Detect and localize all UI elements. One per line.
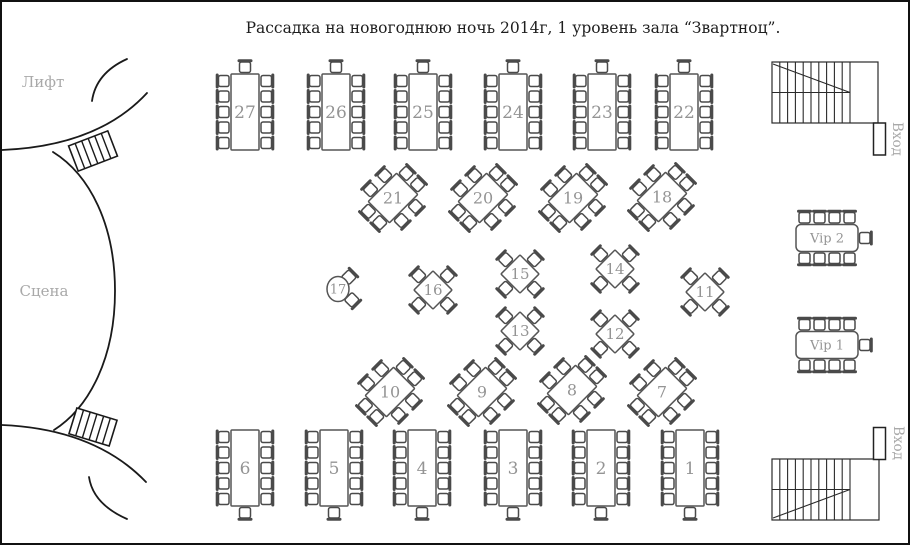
chair-icon [700,122,712,134]
chair-icon [439,75,451,87]
chair-icon [529,478,541,490]
chair-icon [829,318,841,330]
chair-icon [799,253,811,265]
table-number: 23 [591,103,613,123]
chair-icon [656,137,668,149]
chair-icon [617,493,629,505]
chair-icon [844,253,856,265]
table-19 [529,154,616,241]
chair-icon [261,137,273,149]
chair-icon [573,431,585,443]
chair-icon [507,61,519,73]
chair-icon [662,431,674,443]
table-number: 11 [695,283,715,301]
table-number: 17 [329,282,347,298]
table-number: 15 [510,265,530,283]
table-6 [217,430,273,519]
chair-icon [352,106,364,118]
bottom-corridor-arc [89,477,127,519]
chair-icon [261,122,273,134]
chair-icon [706,478,718,490]
table-number: 25 [412,103,434,123]
chair-icon [529,137,541,149]
chair-icon [799,318,811,330]
chair-icon [529,75,541,87]
chair-icon [485,478,497,490]
table-24 [485,61,541,150]
table-number: 21 [382,188,404,208]
chair-icon [573,493,585,505]
chair-icon [844,211,856,223]
chair-icon [678,61,690,73]
chair-icon [261,462,273,474]
chair-icon [706,462,718,474]
chair-icon [529,493,541,505]
chair-icon [352,91,364,103]
chair-icon [485,493,497,505]
chair-icon [217,106,229,118]
table-number: 9 [476,382,488,402]
chair-icon [596,61,608,73]
chair-icon [394,462,406,474]
wall-arc-top-left [2,93,147,150]
chair-icon [706,431,718,443]
chair-icon [395,75,407,87]
chair-icon [217,431,229,443]
chair-icon [417,61,429,73]
table-26 [308,61,364,150]
table-number: 2 [595,459,607,479]
chair-icon [507,508,519,520]
table-number: 4 [416,459,428,479]
chair-icon [844,360,856,372]
chair-icon [352,122,364,134]
table-23 [574,61,630,150]
table-number: 24 [502,103,524,123]
chair-icon [485,122,497,134]
table-13 [482,293,558,369]
chair-icon [239,61,251,73]
chair-icon [416,508,428,520]
table-17 [327,268,361,308]
chair-icon [395,91,407,103]
table-8 [528,346,615,433]
chair-icon [438,478,450,490]
chair-icon [308,137,320,149]
table-15 [482,236,558,312]
chair-icon [656,75,668,87]
chair-icon [306,493,318,505]
chair-icon [617,447,629,459]
chair-icon [618,91,630,103]
chair-icon [829,360,841,372]
tables-layer [217,61,871,520]
table-number: 10 [379,382,401,402]
chair-icon [706,493,718,505]
table-number: 13 [510,322,530,340]
table-number: 6 [239,459,251,479]
chair-icon [395,137,407,149]
chair-icon [217,75,229,87]
chair-icon [217,91,229,103]
chair-icon [529,91,541,103]
table-number: 22 [673,103,695,123]
chair-icon [308,122,320,134]
table-1 [662,430,718,519]
chair-icon [485,91,497,103]
chair-icon [395,106,407,118]
chair-icon [439,91,451,103]
chair-icon [352,137,364,149]
table-number: 1 [684,459,696,479]
chair-icon [829,211,841,223]
chair-icon [308,91,320,103]
chair-icon [306,462,318,474]
chair-icon [814,318,826,330]
chair-icon [662,478,674,490]
chair-icon [618,122,630,134]
lift-corridor-arc [92,59,127,101]
chair-icon [352,75,364,87]
chair-icon [438,493,450,505]
table-5 [306,430,362,519]
table-10 [346,348,433,435]
chair-icon [574,137,586,149]
chair-icon [700,91,712,103]
table-2 [573,430,629,519]
table-number: Vip 2 [809,231,845,247]
table-number: 16 [423,281,443,299]
floor-plan-svg [2,2,908,543]
chair-icon [529,462,541,474]
chair-icon [485,447,497,459]
chair-icon [395,122,407,134]
stage-label: Сцена [19,282,69,300]
table-vip-1 [796,318,871,372]
table-7 [618,348,705,435]
chair-icon [261,75,273,87]
table-4 [394,430,450,519]
table-25 [395,61,451,150]
chair-icon [662,447,674,459]
chair-icon [394,447,406,459]
chair-icon [261,91,273,103]
table-number: 12 [605,325,625,343]
chair-icon [574,75,586,87]
chair-icon [439,137,451,149]
chair-icon [239,508,251,520]
chair-icon [217,478,229,490]
staircase-top-right [772,62,878,123]
table-9 [438,348,525,435]
chair-icon [328,508,340,520]
table-14 [577,231,653,307]
chair-icon [829,253,841,265]
lift-label: Лифт [21,73,65,91]
table-number: 5 [328,459,340,479]
chair-icon [394,431,406,443]
table-number: 8 [566,380,578,400]
chair-icon [529,447,541,459]
chair-icon [330,61,342,73]
chair-icon [217,462,229,474]
chair-icon [350,431,362,443]
chair-icon [261,493,273,505]
entrance-door-bottom [874,428,886,460]
table-number: 19 [562,188,584,208]
chair-icon [700,75,712,87]
chair-icon [438,447,450,459]
chair-icon [656,106,668,118]
chair-icon [350,478,362,490]
table-number: 26 [325,103,347,123]
chair-icon [618,137,630,149]
chair-icon [308,106,320,118]
table-22 [656,61,712,150]
chair-icon [350,462,362,474]
chair-icon [394,493,406,505]
chair-icon [529,431,541,443]
chair-icon [617,478,629,490]
chair-icon [394,478,406,490]
table-21 [349,154,436,241]
chair-icon [217,122,229,134]
chair-icon [656,91,668,103]
chair-icon [350,447,362,459]
chair-icon [529,122,541,134]
chair-icon [217,493,229,505]
chair-icon [618,75,630,87]
chair-icon [217,137,229,149]
table-18 [618,153,705,240]
staircase-bottom-right [772,459,879,520]
chair-icon [350,493,362,505]
chair-icon [574,106,586,118]
table-number: 27 [234,103,256,123]
table-vip-2 [796,211,871,265]
chair-icon [662,462,674,474]
chair-icon [485,106,497,118]
chair-icon [217,447,229,459]
entrance-door-top [874,123,886,155]
chair-icon [706,447,718,459]
table-number: 7 [656,382,668,402]
chair-icon [656,122,668,134]
chair-icon [844,318,856,330]
table-3 [485,430,541,519]
chair-icon [306,431,318,443]
chair-icon [662,493,674,505]
chair-icon [814,360,826,372]
chair-icon [261,447,273,459]
chair-icon [700,106,712,118]
chair-icon [617,431,629,443]
chair-icon [485,462,497,474]
chair-icon [574,91,586,103]
chair-icon [573,462,585,474]
chair-icon [574,122,586,134]
chair-icon [485,431,497,443]
chair-icon [684,508,696,520]
table-number: 20 [472,188,494,208]
stage-ramp-bottom [69,408,117,446]
chair-icon [306,447,318,459]
table-11 [667,254,743,330]
chair-icon [799,211,811,223]
chair-icon [860,232,872,244]
chair-icon [261,478,273,490]
chair-icon [573,478,585,490]
table-20 [439,154,526,241]
chair-icon [308,75,320,87]
chair-icon [261,106,273,118]
table-27 [217,61,273,150]
entrance-top-label: Вход [889,122,905,156]
plan-title: Рассадка на новогоднюю ночь 2014г, 1 уровень зала “Звартноц”. [245,19,781,37]
chair-icon [438,431,450,443]
chair-icon [799,360,811,372]
chair-icon [573,447,585,459]
table-16 [395,252,471,328]
chair-icon [814,211,826,223]
chair-icon [438,462,450,474]
table-number: 14 [605,260,625,278]
chair-icon [439,106,451,118]
chair-icon [261,431,273,443]
chair-icon [306,478,318,490]
chair-icon [485,137,497,149]
table-number: 18 [651,187,673,207]
chair-icon [700,137,712,149]
chair-icon [485,75,497,87]
chair-icon [439,122,451,134]
table-number: 3 [507,459,519,479]
table-number: Vip 1 [809,338,845,354]
chair-icon [617,462,629,474]
chair-icon [814,253,826,265]
chair-icon [595,508,607,520]
chair-icon [860,339,872,351]
chair-icon [529,106,541,118]
chair-icon [618,106,630,118]
entrance-bottom-label: Вход [890,426,906,460]
